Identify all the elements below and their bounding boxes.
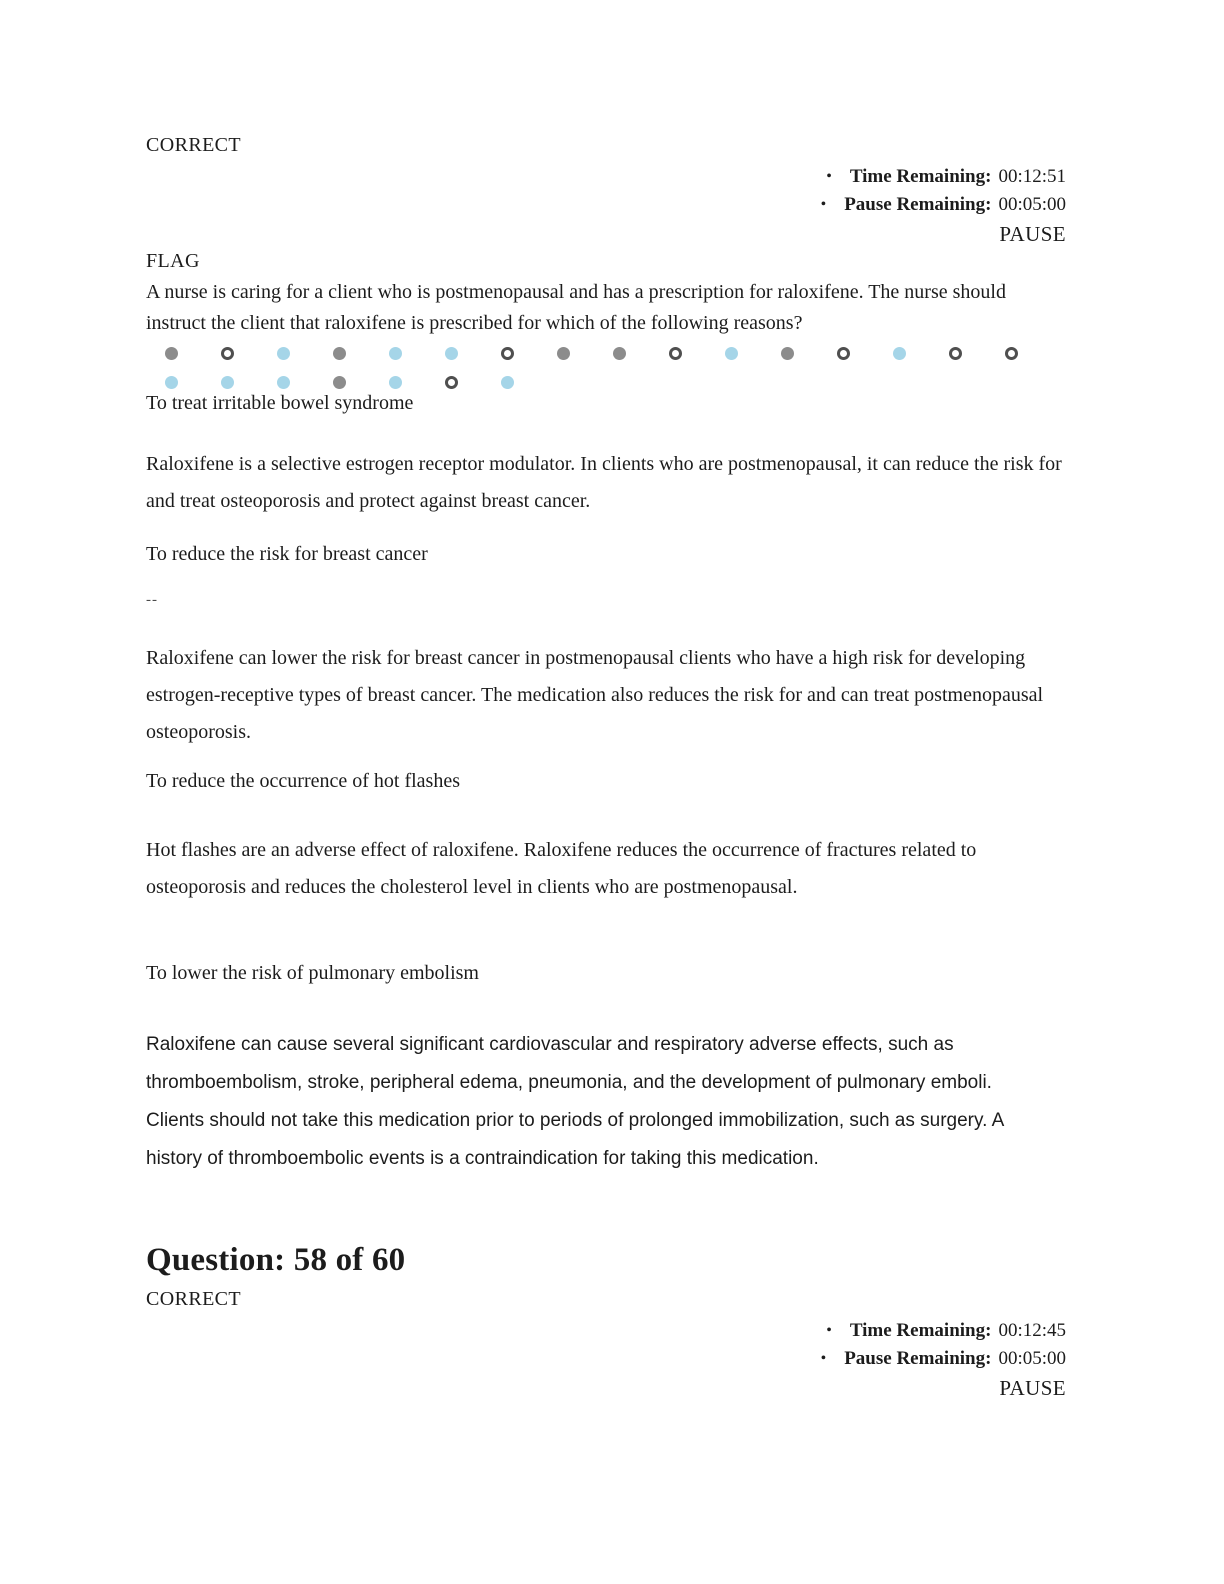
option-rationale-1: Raloxifene is a selective estrogen receptor modulator. In clients who are postmenopausal, it can reduce the risk for and treat osteoporosis and protect against breast cancer. (146, 453, 1062, 512)
option-note: -- (146, 592, 158, 608)
pause-remaining-row (821, 194, 1066, 216)
radio-dot-gray-icon[interactable] (333, 347, 346, 360)
radio-dot-ring-icon[interactable] (949, 347, 962, 360)
bullet-icon: • (820, 1350, 827, 1367)
radio-dot-blue-icon[interactable] (389, 347, 402, 360)
radio-dot-ring-icon[interactable] (837, 347, 850, 360)
radio-dot-blue-icon[interactable] (893, 347, 906, 360)
bullet-icon: • (826, 168, 832, 185)
radio-dot-blue-icon[interactable] (389, 376, 402, 389)
option-label-2: To reduce the risk for breast cancer (146, 543, 428, 565)
bullet-icon: • (820, 196, 827, 213)
time-remaining-label: Time Remaining: (849, 166, 992, 187)
radio-dot-gray-icon[interactable] (333, 376, 346, 389)
pause-remaining-label: Pause Remaining: (844, 1348, 992, 1369)
radio-dot-blue-icon[interactable] (165, 376, 178, 389)
time-remaining-value: 00:12:45 (998, 1320, 1066, 1341)
time-remaining-row (826, 1320, 1066, 1342)
pause-remaining-row (821, 1348, 1066, 1370)
pause-remaining-value: 00:05:00 (998, 194, 1066, 215)
radio-dot-blue-icon[interactable] (221, 376, 234, 389)
pause-remaining-value: 00:05:00 (998, 1348, 1066, 1369)
radio-dot-ring-icon[interactable] (501, 347, 514, 360)
time-remaining-label: Time Remaining: (849, 1320, 992, 1341)
bullet-icon: • (826, 1322, 832, 1339)
radio-dot-gray-icon[interactable] (557, 347, 570, 360)
option-label-3: To reduce the occurrence of hot flashes (146, 770, 461, 792)
answer-dots-row-1 (146, 346, 1061, 360)
radio-dot-ring-icon[interactable] (221, 347, 234, 360)
radio-dot-ring-icon[interactable] (669, 347, 682, 360)
radio-dot-gray-icon[interactable] (781, 347, 794, 360)
radio-dot-gray-icon[interactable] (613, 347, 626, 360)
result-status: CORRECT (146, 134, 242, 156)
option-label-4: To lower the risk of pulmonary embolism (146, 962, 479, 984)
question-heading: Question: 58 of 60 (146, 1242, 406, 1278)
time-remaining-row (826, 166, 1066, 188)
question-text: A nurse is caring for a client who is postmenopausal and has a prescription for raloxifene. The nurse should instruct the client that raloxifene is prescribed for which of the following reasons? (146, 281, 1006, 334)
option-label-1: To treat irritable bowel syndrome (146, 392, 414, 414)
result-status: CORRECT (146, 1288, 242, 1310)
option-rationale-4: Raloxifene can cause several significant cardiovascular and respiratory adverse effects, such as thromboembolism, stroke, peripheral edema, pneumonia, and the development of pulmonary emboli. Clients should not take this medication prior to periods of prolonged immobilization, such as surgery. A history of thromboembolic events is a contraindication for taking this medication. (146, 1034, 1004, 1169)
radio-dot-blue-icon[interactable] (445, 347, 458, 360)
radio-dot-blue-icon[interactable] (277, 347, 290, 360)
answer-dots-row-2 (146, 375, 557, 389)
radio-dot-blue-icon[interactable] (501, 376, 514, 389)
option-rationale-2: Raloxifene can lower the risk for breast cancer in postmenopausal clients who have a high risk for developing estrogen-receptive types of breast cancer. The medication also reduces the risk for and can treat postmenopausal osteoporosis. (146, 647, 1044, 743)
radio-dot-gray-icon[interactable] (165, 347, 178, 360)
pause-button[interactable]: PAUSE (999, 1376, 1066, 1400)
radio-dot-blue-icon[interactable] (725, 347, 738, 360)
option-rationale-3: Hot flashes are an adverse effect of raloxifene. Raloxifene reduces the occurrence of fractures related to osteoporosis and reduces the cholesterol level in clients who are postmenopausal. (146, 839, 977, 898)
flag-button[interactable]: FLAG (146, 250, 200, 272)
time-remaining-value: 00:12:51 (998, 166, 1066, 187)
pause-button[interactable]: PAUSE (999, 222, 1066, 246)
pause-remaining-label: Pause Remaining: (844, 194, 992, 215)
radio-dot-blue-icon[interactable] (277, 376, 290, 389)
radio-dot-ring-icon[interactable] (1005, 347, 1018, 360)
radio-dot-ring-icon[interactable] (445, 376, 458, 389)
